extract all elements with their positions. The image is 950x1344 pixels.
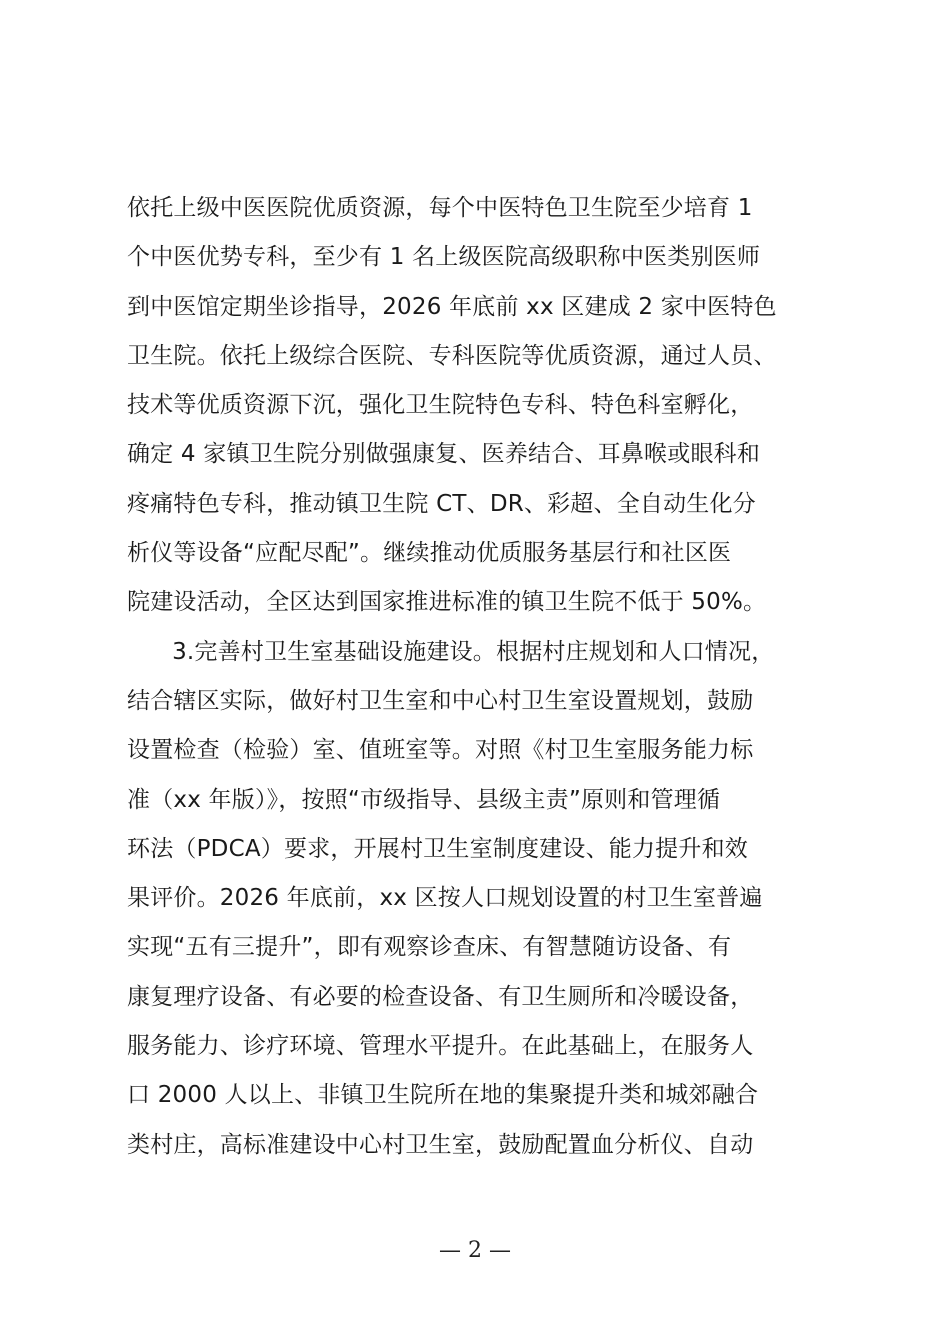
text-line: 类村庄，高标准建设中心村卫生室，鼓励配置血分析仪、自动 bbox=[127, 1131, 754, 1158]
page-number: — 2 — bbox=[439, 1238, 511, 1263]
text-line: 康复理疗设备、有必要的检查设备、有卫生厕所和冷暖设备， bbox=[127, 983, 754, 1010]
text-line: 依托上级中医医院优质资源，每个中医特色卫生院至少培育 1 bbox=[127, 195, 753, 221]
text-line: 服务能力、诊疗环境、管理水平提升。在此基础上，在服务人 bbox=[127, 1033, 754, 1060]
text-line: 结合辖区实际，做好村卫生室和中心村卫生室设置规划，鼓励 bbox=[127, 687, 754, 714]
body-text bbox=[127, 184, 847, 1170]
text-line: 析仪等设备“应配尽配”。继续推动优质服务基层行和社区医 bbox=[127, 540, 732, 567]
text-line: 实现“五有三提升”，即有观察诊查床、有智慧随访设备、有 bbox=[127, 934, 732, 961]
text-line: 确定 4 家镇卫生院分别做强康复、医养结合、耳鼻喉或眼科和 bbox=[127, 441, 761, 468]
text-line: 设置检查（检验）室、值班室等。对照《村卫生室服务能力标 bbox=[127, 737, 754, 764]
text-line: 环法（PDCA）要求，开展村卫生室制度建设、能力提升和效 bbox=[127, 835, 748, 862]
text-line: 卫生院。依托上级综合医院、专科医院等优质资源，通过人员、 bbox=[127, 342, 777, 369]
section-heading-line: 3.完善村卫生室基础设施建设。根据村庄规划和人口情况， bbox=[127, 638, 775, 665]
text-line: 院建设活动，全区达到国家推进标准的镇卫生院不低于 50%。 bbox=[127, 589, 767, 616]
text-line: 疼痛特色专科，推动镇卫生院 CT、DR、彩超、全自动生化分 bbox=[127, 490, 756, 517]
text-line: 技术等优质资源下沉，强化卫生院特色专科、特色科室孵化， bbox=[127, 392, 754, 419]
text-line: 到中医馆定期坐诊指导，2026 年底前 xx 区建成 2 家中医特色 bbox=[127, 293, 777, 320]
text-line: 口 2000 人以上、非镇卫生院所在地的集聚提升类和城郊融合 bbox=[127, 1082, 759, 1109]
text-line: 准（xx 年版）》，按照“市级指导、县级主责”原则和管理循 bbox=[127, 786, 721, 813]
text-line: 个中医优势专科，至少有 1 名上级医院高级职称中医类别医师 bbox=[127, 244, 761, 271]
text-line: 果评价。2026 年底前，xx 区按人口规划设置的村卫生室普遍 bbox=[127, 885, 763, 912]
